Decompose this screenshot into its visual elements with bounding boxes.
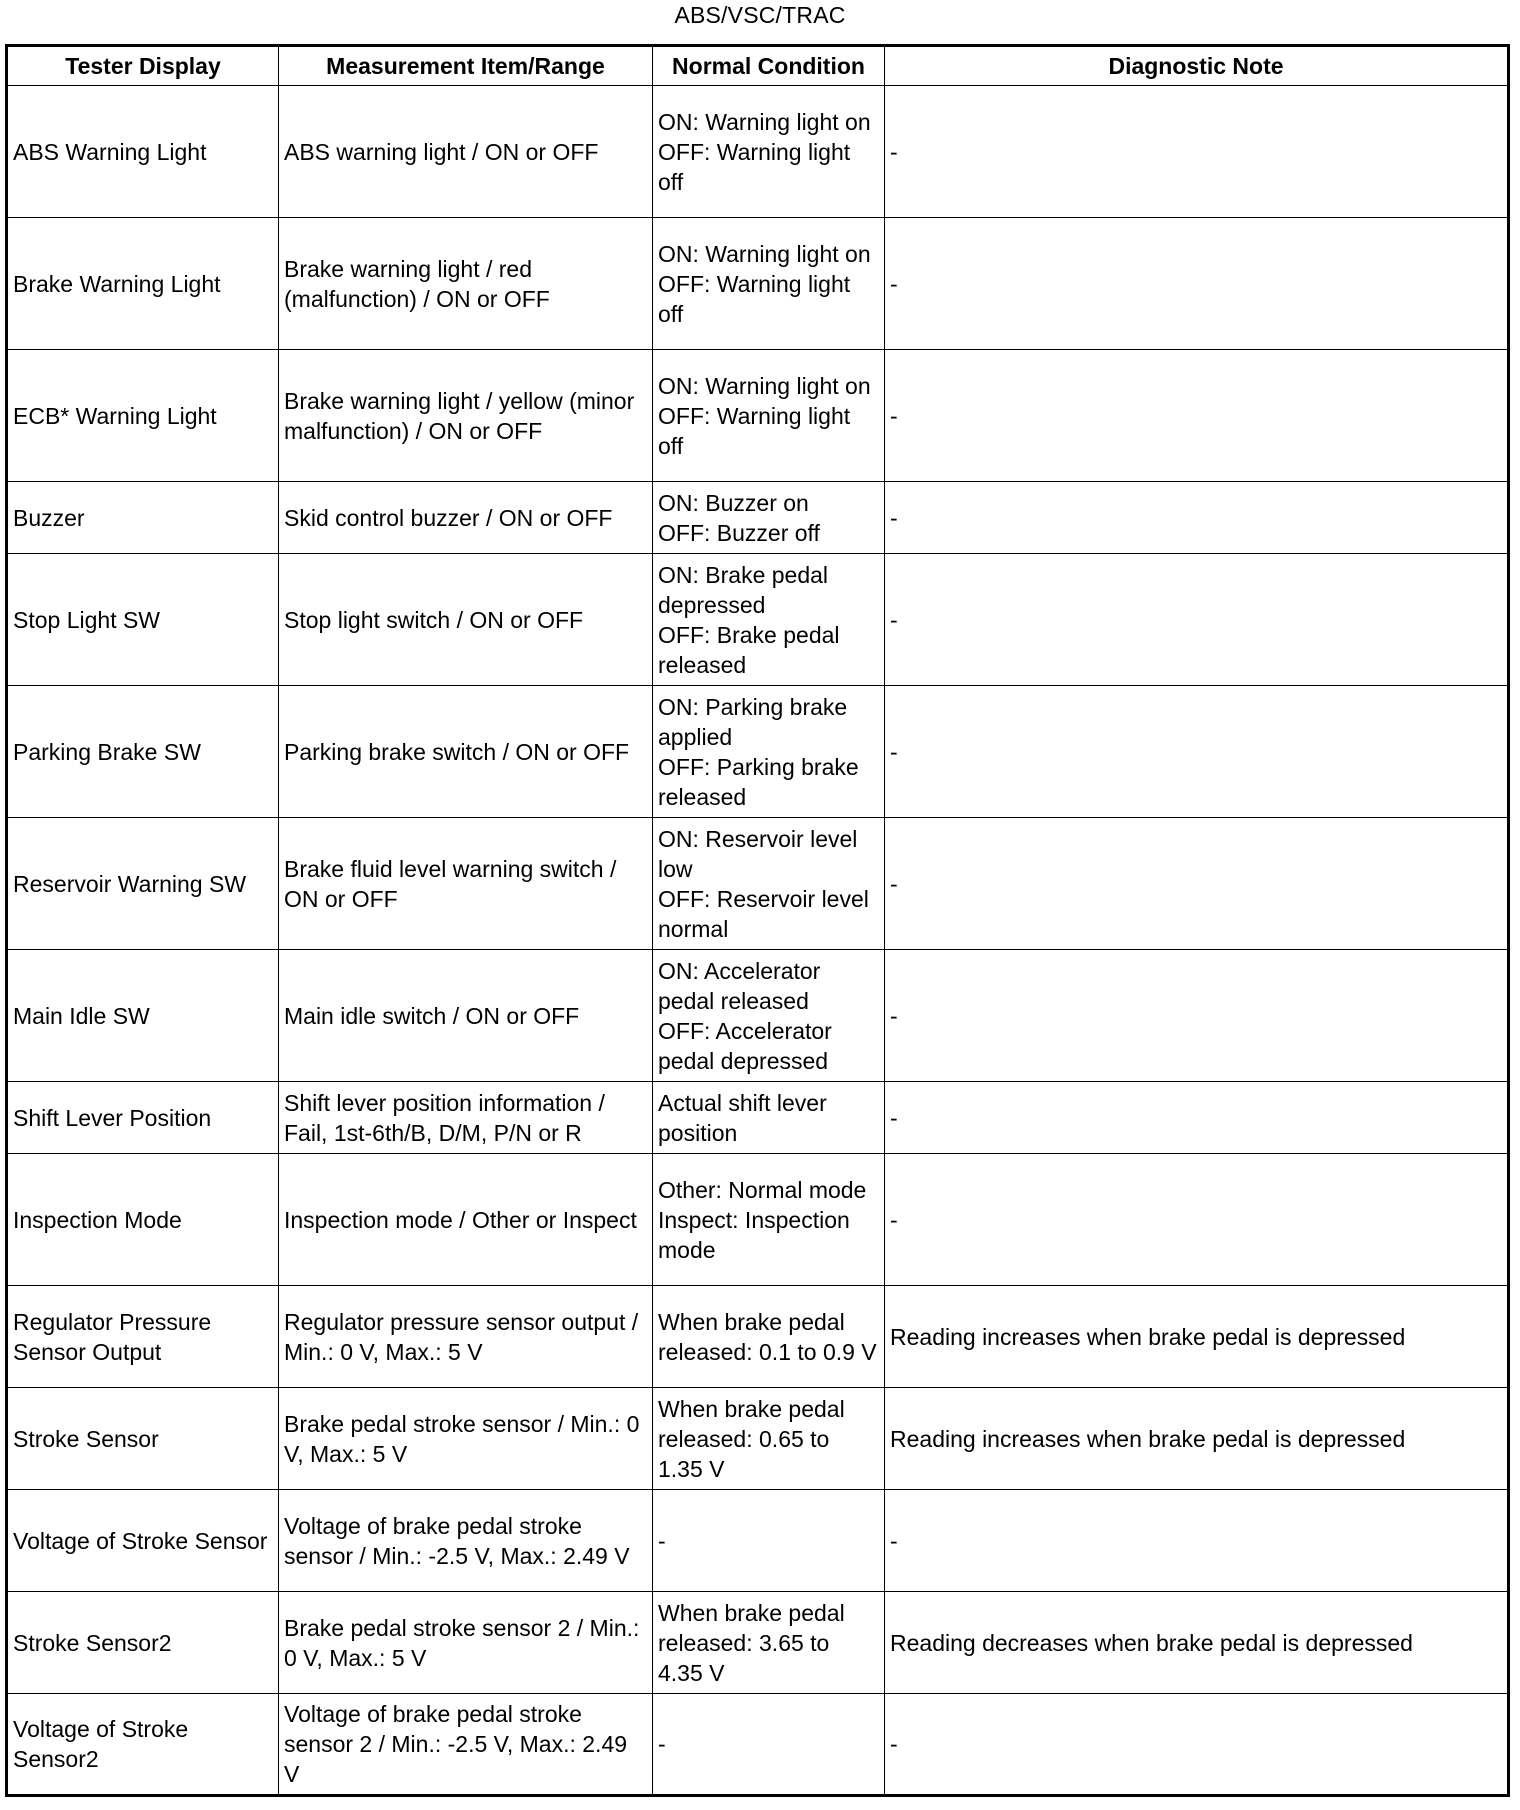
tester-display-cell: Parking Brake SW (7, 686, 279, 818)
table-row (7, 482, 1509, 554)
table-row (7, 350, 1509, 482)
header-measurement-item: Measurement Item/Range (279, 46, 653, 86)
diagnostic-note-cell: Reading increases when brake pedal is depressed (885, 1388, 1509, 1490)
diagnostic-note-cell: - (885, 950, 1509, 1082)
diagnostic-note-cell: - (885, 1490, 1509, 1592)
header-diagnostic-note: Diagnostic Note (885, 46, 1509, 86)
measurement-item-cell: Voltage of brake pedal stroke sensor 2 / Min.: -2.5 V, Max.: 2.49 V (279, 1694, 653, 1796)
normal-condition-cell: When brake pedal released: 0.1 to 0.9 V (653, 1286, 885, 1388)
normal-condition-cell: ON: Buzzer on OFF: Buzzer off (653, 482, 885, 554)
tester-display-cell: ABS Warning Light (7, 86, 279, 218)
table-row (7, 1490, 1509, 1592)
measurement-item-cell: Main idle switch / ON or OFF (279, 950, 653, 1082)
tester-display-cell: Stroke Sensor2 (7, 1592, 279, 1694)
normal-condition-cell: ON: Warning light on OFF: Warning light off (653, 86, 885, 218)
tester-display-cell: Stop Light SW (7, 554, 279, 686)
diagnostic-note-cell: Reading increases when brake pedal is depressed (885, 1286, 1509, 1388)
tester-display-cell: Reservoir Warning SW (7, 818, 279, 950)
measurement-item-cell: Inspection mode / Other or Inspect (279, 1154, 653, 1286)
tester-display-cell: Regulator Pressure Sensor Output (7, 1286, 279, 1388)
tester-display-cell: Buzzer (7, 482, 279, 554)
data-list-table (5, 44, 1510, 1797)
normal-condition-cell: ON: Warning light on OFF: Warning light off (653, 218, 885, 350)
normal-condition-cell: ON: Parking brake applied OFF: Parking brake released (653, 686, 885, 818)
page-title: ABS/VSC/TRAC (674, 2, 846, 28)
measurement-item-cell: Skid control buzzer / ON or OFF (279, 482, 653, 554)
diagnostic-note-cell: - (885, 686, 1509, 818)
normal-condition-cell: - (653, 1490, 885, 1592)
diagnostic-note-cell: - (885, 818, 1509, 950)
normal-condition-cell: ON: Reservoir level low OFF: Reservoir level normal (653, 818, 885, 950)
table-row (7, 1388, 1509, 1490)
normal-condition-cell: Actual shift lever position (653, 1082, 885, 1154)
diagnostic-note-cell: - (885, 1154, 1509, 1286)
tester-display-cell: Inspection Mode (7, 1154, 279, 1286)
table-row (7, 1694, 1509, 1796)
tester-display-cell: Voltage of Stroke Sensor (7, 1490, 279, 1592)
tester-display-cell: Shift Lever Position (7, 1082, 279, 1154)
measurement-item-cell: Brake warning light / yellow (minor malfunction) / ON or OFF (279, 350, 653, 482)
tester-display-cell: ECB* Warning Light (7, 350, 279, 482)
measurement-item-cell: Parking brake switch / ON or OFF (279, 686, 653, 818)
table-row (7, 818, 1509, 950)
table-row (7, 554, 1509, 686)
measurement-item-cell: Regulator pressure sensor output / Min.: 0 V, Max.: 5 V (279, 1286, 653, 1388)
tester-display-cell: Brake Warning Light (7, 218, 279, 350)
diagnostic-note-cell: - (885, 554, 1509, 686)
normal-condition-cell: - (653, 1694, 885, 1796)
table-row (7, 86, 1509, 218)
measurement-item-cell: Brake pedal stroke sensor 2 / Min.: 0 V, Max.: 5 V (279, 1592, 653, 1694)
measurement-item-cell: Shift lever position information / Fail, 1st-6th/B, D/M, P/N or R (279, 1082, 653, 1154)
diagnostic-note-cell: - (885, 350, 1509, 482)
normal-condition-cell: When brake pedal released: 0.65 to 1.35 V (653, 1388, 885, 1490)
normal-condition-cell: When brake pedal released: 3.65 to 4.35 V (653, 1592, 885, 1694)
measurement-item-cell: Brake fluid level warning switch / ON or OFF (279, 818, 653, 950)
table-row (7, 950, 1509, 1082)
tester-display-cell: Stroke Sensor (7, 1388, 279, 1490)
normal-condition-cell: Other: Normal mode Inspect: Inspection mode (653, 1154, 885, 1286)
diagnostic-note-cell: - (885, 1082, 1509, 1154)
header-normal-condition: Normal Condition (653, 46, 885, 86)
normal-condition-cell: ON: Brake pedal depressed OFF: Brake pedal released (653, 554, 885, 686)
table-row (7, 686, 1509, 818)
diagnostic-note-cell: - (885, 218, 1509, 350)
header-tester-display: Tester Display (7, 46, 279, 86)
diagnostic-note-cell: Reading decreases when brake pedal is depressed (885, 1592, 1509, 1694)
measurement-item-cell: Voltage of brake pedal stroke sensor / Min.: -2.5 V, Max.: 2.49 V (279, 1490, 653, 1592)
diagnostic-note-cell: - (885, 482, 1509, 554)
table-row (7, 218, 1509, 350)
table-row (7, 1286, 1509, 1388)
measurement-item-cell: Stop light switch / ON or OFF (279, 554, 653, 686)
table-header-row (7, 46, 1509, 86)
diagnostic-note-cell: - (885, 86, 1509, 218)
table-row (7, 1592, 1509, 1694)
table-row (7, 1154, 1509, 1286)
measurement-item-cell: Brake pedal stroke sensor / Min.: 0 V, Max.: 5 V (279, 1388, 653, 1490)
tester-display-cell: Voltage of Stroke Sensor2 (7, 1694, 279, 1796)
tester-display-cell: Main Idle SW (7, 950, 279, 1082)
normal-condition-cell: ON: Accelerator pedal released OFF: Accelerator pedal depressed (653, 950, 885, 1082)
measurement-item-cell: ABS warning light / ON or OFF (279, 86, 653, 218)
measurement-item-cell: Brake warning light / red (malfunction) / ON or OFF (279, 218, 653, 350)
diagnostic-note-cell: - (885, 1694, 1509, 1796)
table-row (7, 1082, 1509, 1154)
normal-condition-cell: ON: Warning light on OFF: Warning light off (653, 350, 885, 482)
